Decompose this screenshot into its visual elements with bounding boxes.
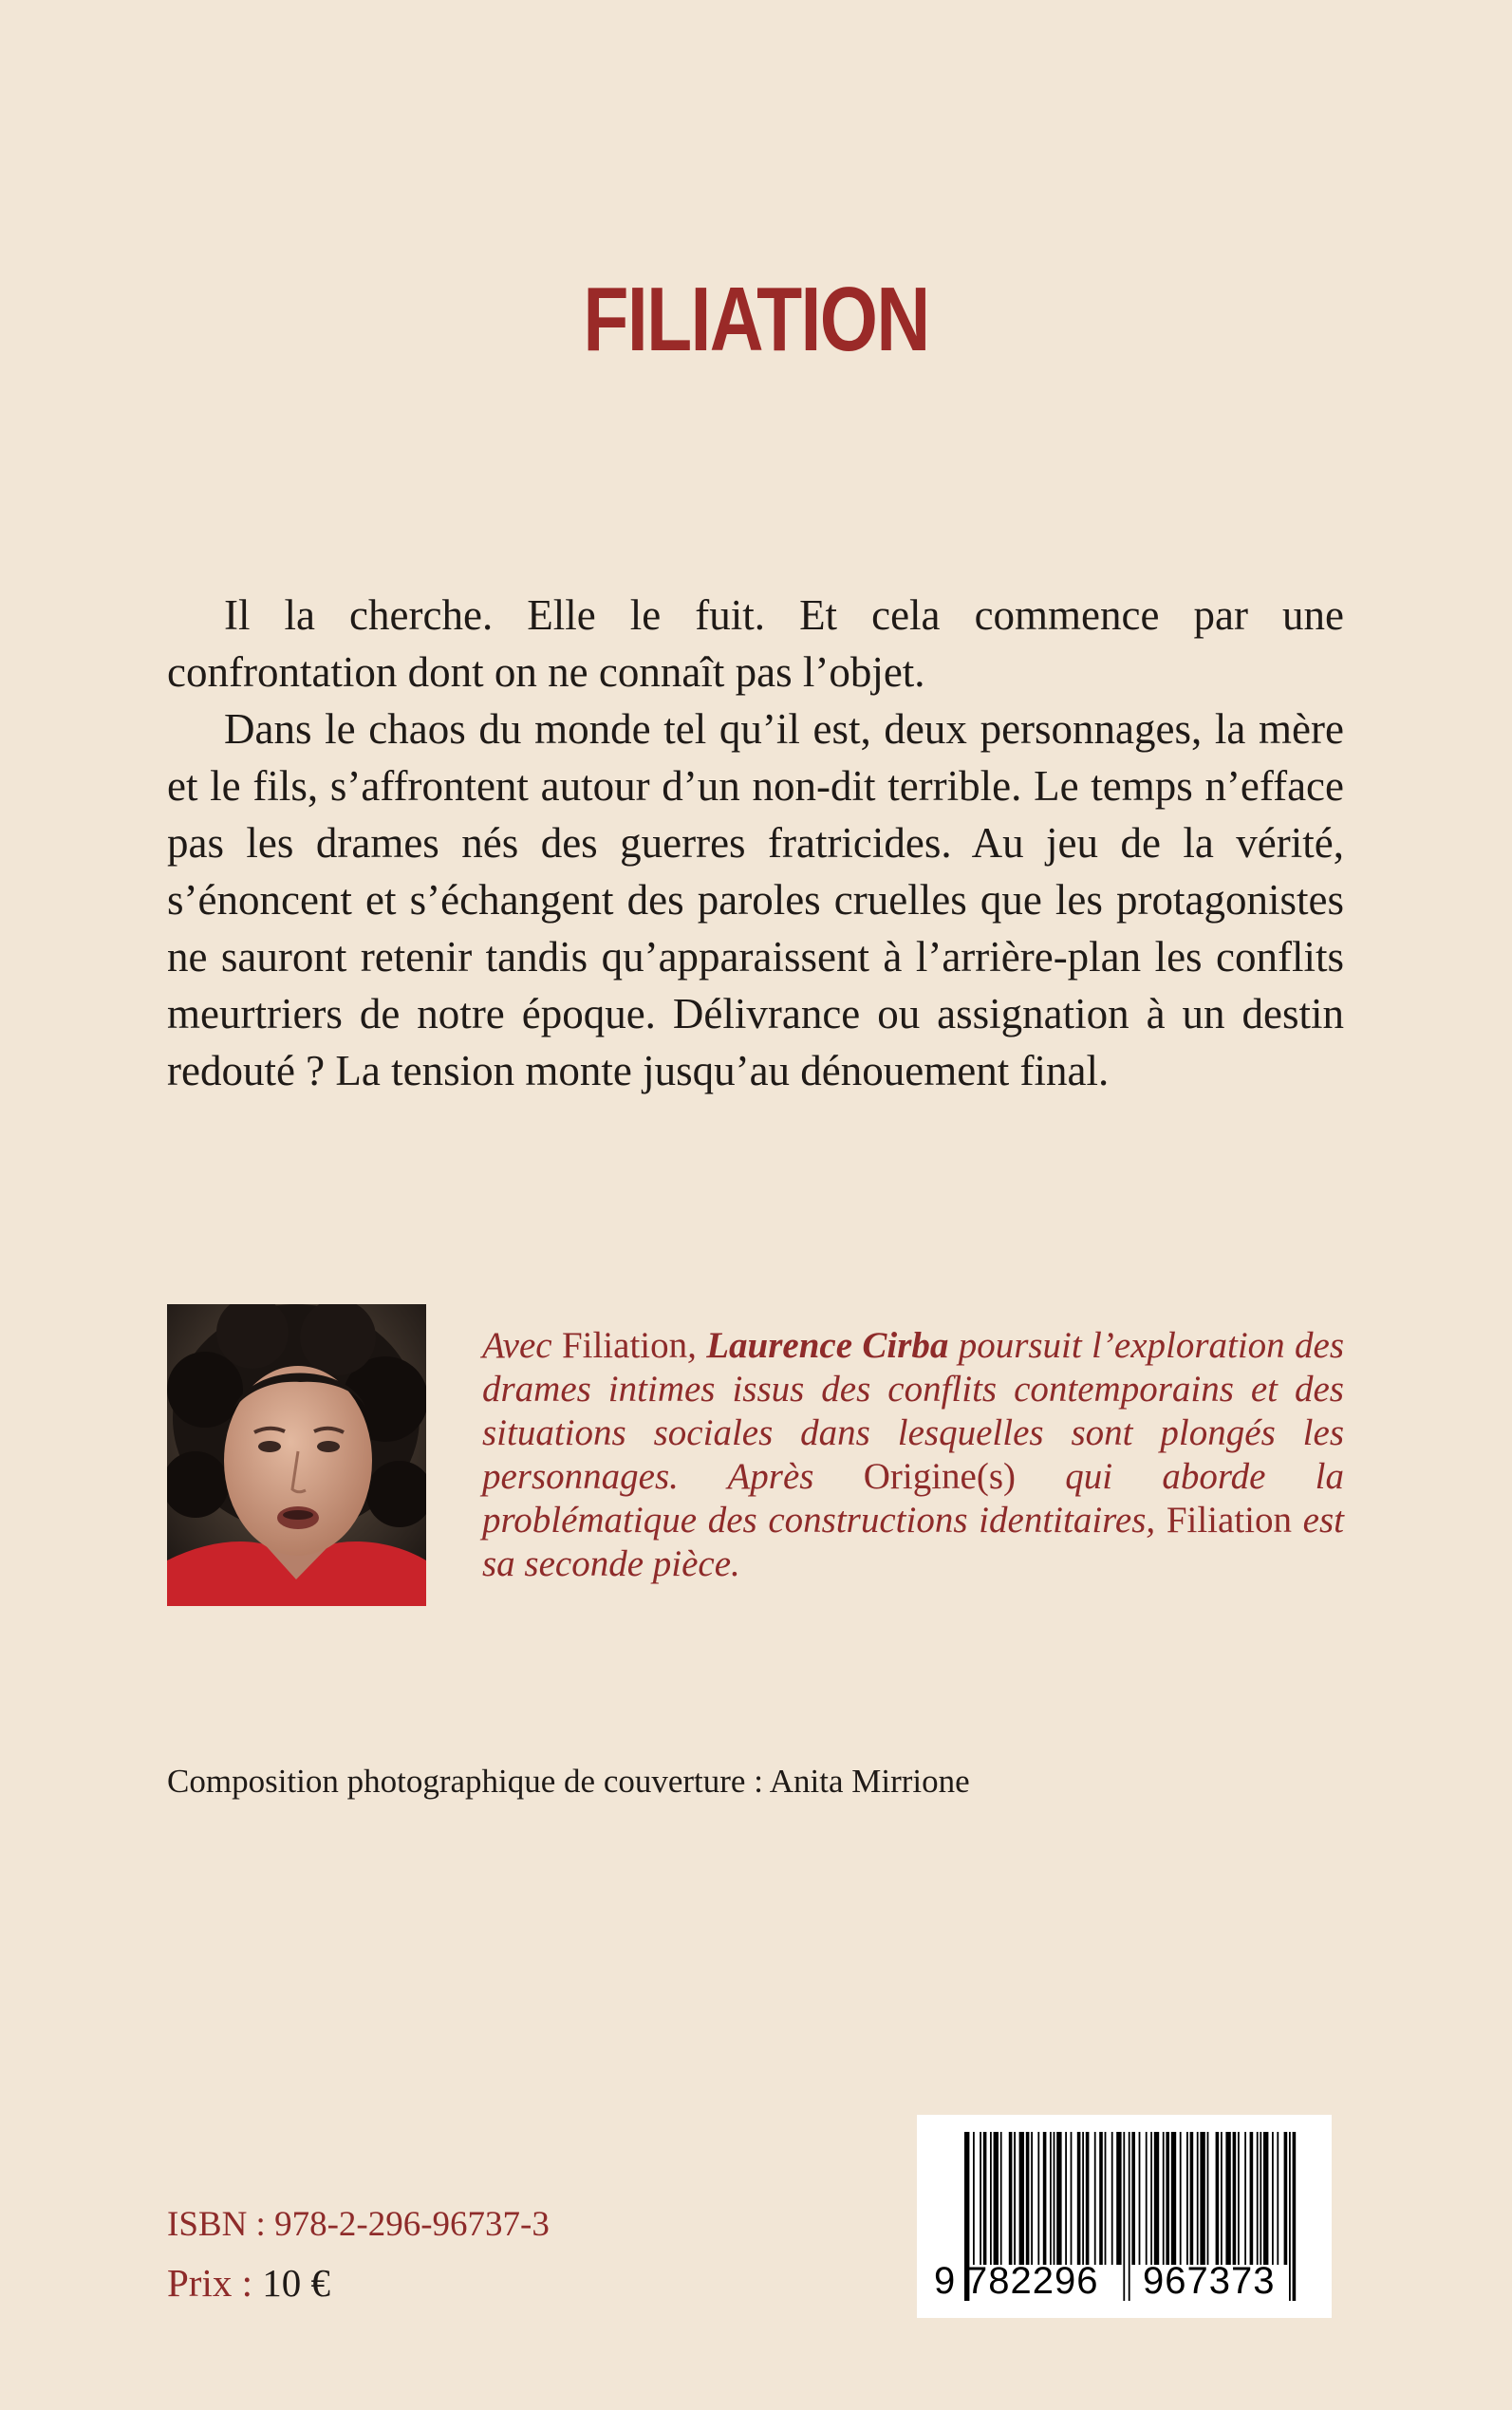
barcode-bar	[1197, 2132, 1199, 2265]
barcode-bar	[1190, 2132, 1194, 2265]
author-bio	[482, 1324, 1344, 1586]
barcode-bar	[1071, 2132, 1073, 2265]
bio-book-title-1: Filiation	[561, 1325, 688, 1366]
barcode-bar	[1014, 2132, 1016, 2265]
price-label: Prix :	[167, 2261, 263, 2305]
barcode-bar	[1200, 2132, 1204, 2265]
barcode-bar	[1186, 2132, 1188, 2265]
blurb-paragraph-1: Il la cherche. Elle le fuit. Et cela commence par une confrontation dont on ne connaît pas l’objet.	[167, 591, 1344, 696]
barcode-bar	[1043, 2132, 1047, 2265]
barcode-bar	[1163, 2132, 1165, 2265]
barcode-bar	[1026, 2132, 1030, 2265]
barcode-bar	[1000, 2132, 1002, 2265]
barcode-bar	[1284, 2132, 1288, 2265]
barcode-bar	[1166, 2132, 1169, 2265]
barcode-bar	[1105, 2132, 1107, 2265]
barcode-bar	[1056, 2132, 1061, 2265]
barcode-right-group: 967373	[1143, 2260, 1276, 2302]
barcode-bar	[1171, 2132, 1176, 2265]
bio-text-2: ,	[687, 1325, 707, 1366]
barcode-bar	[1031, 2132, 1033, 2265]
barcode-bar	[1111, 2132, 1113, 2265]
barcode-bar	[1263, 2132, 1268, 2265]
barcode-bar	[1131, 2132, 1135, 2265]
book-title: FILIATION	[583, 269, 929, 370]
author-photo	[167, 1304, 426, 1606]
barcode-first-digit: 9	[934, 2260, 956, 2302]
photo-credit: Composition photographique de couverture : Anita Mirrione	[167, 1763, 970, 1800]
barcode-bar	[1146, 2132, 1148, 2265]
barcode-bar	[1244, 2132, 1246, 2265]
barcode-bar	[1094, 2132, 1096, 2265]
price	[167, 2259, 330, 2307]
barcode-bar	[1277, 2132, 1279, 2265]
barcode-bar	[1077, 2132, 1081, 2265]
barcode-bar	[1086, 2132, 1090, 2265]
barcode-bar	[1257, 2132, 1259, 2265]
author-portrait-illustration	[167, 1304, 426, 1606]
bio-text-5: est sa seconde pièce.	[482, 1500, 1344, 1584]
barcode-bar	[1009, 2132, 1013, 2265]
barcode-bar	[1019, 2132, 1024, 2265]
blurb-paragraph-2: Dans le chaos du monde tel qu’il est, deux personnages, la mère et le fils, s’affrontent autour d’un non-dit terrible. Le temps n’efface pas les drames nés des guerres fratricides. Au jeu de la vérité, s’énoncent et s’échangent des paroles cruelles que les protagonistes ne sauront retenir tandis qu’apparaissent à l’arrière-plan les conflits meurtriers de notre époque. Délivrance ou assignation à un destin redouté ? La tension monte jusqu’au dénouement final.	[167, 705, 1344, 1094]
barcode-bar	[1065, 2132, 1067, 2265]
barcode-bar	[1216, 2132, 1220, 2265]
barcode-bar	[973, 2132, 975, 2265]
barcode-bar	[1180, 2132, 1182, 2265]
bio-book-title-3: Filiation	[1166, 1500, 1292, 1541]
barcode-bar	[1154, 2132, 1159, 2265]
barcode-bar	[1139, 2132, 1141, 2265]
barcode	[917, 2115, 1332, 2318]
barcode-bar	[980, 2132, 981, 2265]
barcode-bar	[1054, 2132, 1055, 2265]
barcode-left-group: 782296	[966, 2260, 1099, 2302]
barcode-bar	[1050, 2132, 1052, 2265]
price-value: 10 €	[262, 2261, 330, 2305]
barcode-bar	[1272, 2132, 1274, 2265]
bio-text-3: poursuit l’exploration des drames intimes issus des conflits contemporains et des situations sociales dans lesquelles sont plongés les personnages. Après	[482, 1325, 1344, 1497]
barcode-bar	[1116, 2132, 1121, 2265]
barcode-bar	[1082, 2132, 1084, 2265]
barcode-bar	[1260, 2132, 1261, 2265]
barcode-bar	[1250, 2132, 1254, 2265]
barcode-digits	[917, 2257, 1332, 2305]
barcode-bar	[1238, 2132, 1240, 2265]
barcode-bar	[994, 2132, 999, 2265]
barcode-bar	[1221, 2132, 1223, 2265]
barcode-bar	[1037, 2132, 1039, 2265]
isbn-number: ISBN : 978-2-296-96737-3	[167, 2205, 550, 2244]
barcode-bar	[983, 2132, 987, 2265]
bio-author-name: Laurence Cirba	[706, 1325, 949, 1366]
bio-text-1: Avec	[482, 1325, 562, 1366]
barcode-bar	[1233, 2132, 1237, 2265]
barcode-bar	[1150, 2132, 1152, 2265]
barcode-bar	[990, 2132, 992, 2265]
bio-book-title-2: Origine(s)	[863, 1456, 1017, 1497]
barcode-bar	[1099, 2132, 1103, 2265]
barcode-bar	[1225, 2132, 1230, 2265]
bio-text-4: qui aborde la problématique des constructions identitaires,	[482, 1456, 1345, 1541]
barcode-bar	[1207, 2132, 1209, 2265]
back-cover-blurb	[167, 587, 1344, 1099]
